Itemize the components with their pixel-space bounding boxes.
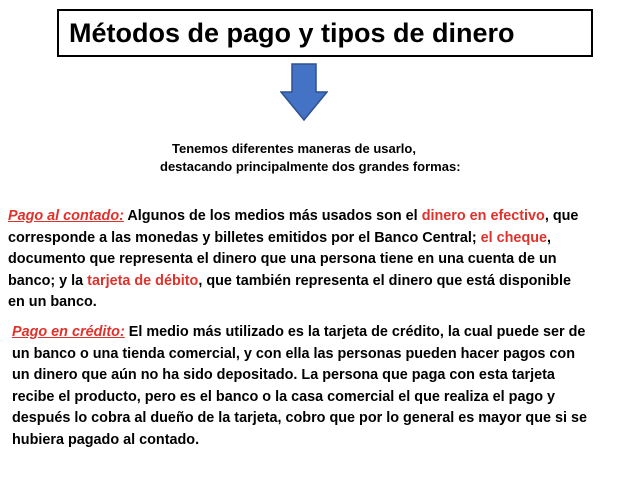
intro-line-1: Tenemos diferentes maneras de usarlo, xyxy=(172,141,416,156)
page-title xyxy=(57,9,593,57)
contado-text-2a: corresponde a las monedas y billetes emitidos por el Banco Central; xyxy=(8,229,481,246)
contado-line-2 xyxy=(8,228,628,250)
contado-line-3: documento que representa el dinero que una persona tiene en una cuenta de un xyxy=(8,251,557,268)
page-title-text: Métodos de pago y tipos de dinero xyxy=(69,17,515,48)
credito-line-2: un banco o una tienda comercial, y con ella las personas pueden hacer pagos con xyxy=(12,345,575,362)
contado-highlight-debito: tarjeta de débito xyxy=(87,272,199,289)
credito-line-6: hubiera pagado al contado. xyxy=(12,431,200,448)
contado-text-4a: banco; y la xyxy=(8,272,88,289)
contado-line-5: en un banco. xyxy=(8,294,97,311)
contado-text-2b: , xyxy=(547,229,552,246)
contado-highlight-efectivo: dinero en efectivo xyxy=(421,208,545,224)
contado-text-1b: , que xyxy=(544,208,579,224)
credito-term: Pago en crédito: xyxy=(12,324,125,340)
credito-line-1 xyxy=(12,322,628,344)
intro-line-2: destacando principalmente dos grandes formas: xyxy=(160,159,461,174)
credito-text-1: El medio más utilizado es la tarjeta de crédito, la cual puede ser de xyxy=(124,324,586,340)
contado-highlight-cheque: el cheque xyxy=(480,229,548,246)
contado-term: Pago al contado: xyxy=(8,208,124,224)
down-arrow-icon xyxy=(280,63,328,121)
credito-line-4: recibe el producto, pero es el banco o la casa comercial el que realiza el pago y xyxy=(12,388,556,405)
credito-line-5: después lo cobra al dueño de la tarjeta, cobro que por lo general es mayor que si se xyxy=(12,410,587,427)
contado-line-4 xyxy=(8,271,628,293)
contado-text-4b: , que también representa el dinero que está disponible xyxy=(198,272,571,289)
contado-text-1a: Algunos de los medios más usados son el xyxy=(123,208,422,224)
credito-paragraph xyxy=(12,322,628,452)
intro-text xyxy=(160,140,461,176)
credito-line-3: un dinero que aún no ha sido depositado. La persona que paga con esta tarjeta xyxy=(12,367,555,384)
contado-line-1 xyxy=(8,206,628,228)
contado-paragraph xyxy=(8,206,628,314)
